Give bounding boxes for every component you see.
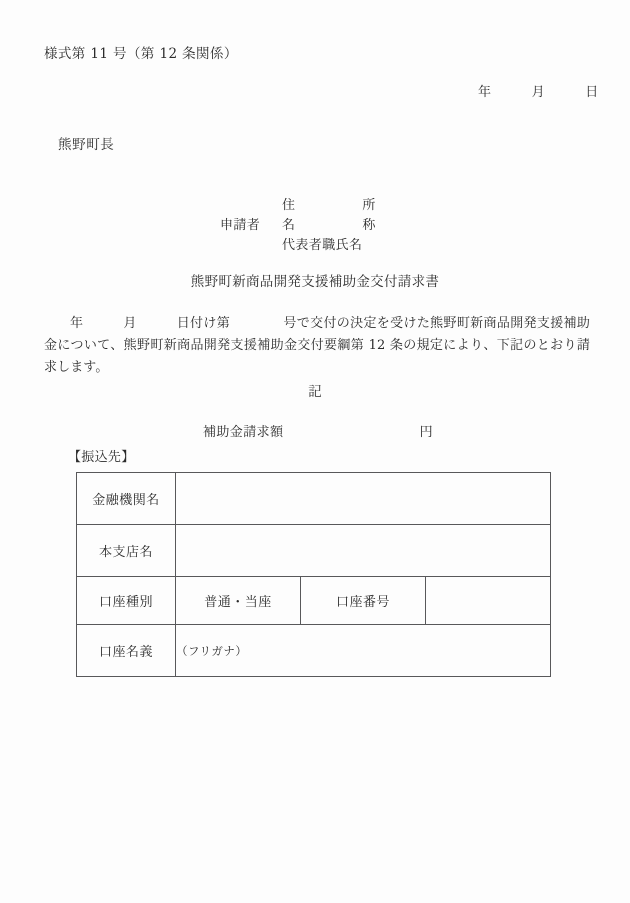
page-title: 熊野町新商品開発支援補助金交付請求書 — [190, 274, 440, 290]
table-row — [77, 473, 551, 525]
applicant-block — [220, 194, 376, 254]
applicant-field-address: 住 所 — [282, 198, 376, 213]
applicant-field-name: 名 称 — [282, 218, 376, 233]
body-paragraph-wrapper — [44, 313, 590, 379]
addressee: 熊野町長 — [58, 137, 115, 153]
applicant-row-address — [220, 194, 376, 214]
applicant-label: 申請者 — [220, 218, 261, 233]
table-row — [77, 525, 551, 577]
amount-row — [203, 421, 433, 440]
bank-section-heading: 【振込先】 — [68, 450, 135, 465]
amount-unit: 円 — [419, 425, 433, 440]
cell-label-institution: 金融機関名 — [77, 473, 176, 525]
cell-label-account-type: 口座種別 — [77, 577, 176, 625]
form-number: 様式第 11 号（第 12 条関係） — [44, 46, 238, 62]
amount-label: 補助金請求額 — [203, 425, 284, 440]
cell-label-account-holder: 口座名義 — [77, 625, 176, 677]
date-line: 年 月 日 — [478, 85, 599, 100]
table-row — [77, 625, 551, 677]
cell-value-account-number[interactable] — [426, 577, 551, 625]
cell-account-type-options[interactable]: 普通・当座 — [176, 577, 301, 625]
ki-mark: 記 — [308, 384, 322, 400]
applicant-row-name — [220, 214, 376, 234]
cell-value-institution[interactable] — [176, 473, 551, 525]
applicant-field-representative: 代表者職氏名 — [282, 238, 363, 253]
applicant-row-representative — [220, 234, 376, 254]
cell-label-branch: 本支店名 — [77, 525, 176, 577]
cell-value-branch[interactable] — [176, 525, 551, 577]
bank-transfer-table — [76, 472, 551, 677]
cell-label-account-number: 口座番号 — [301, 577, 426, 625]
cell-value-account-holder[interactable]: （フリガナ） — [176, 625, 551, 677]
body-paragraph: 年 月 日付け第 号で交付の決定を受けた熊野町新商品開発支援補助金について、熊野町新商品開発支援補助金交付要綱第 12 条の規定により、下記のとおり請求します。 — [44, 316, 590, 375]
table-row — [77, 577, 551, 625]
